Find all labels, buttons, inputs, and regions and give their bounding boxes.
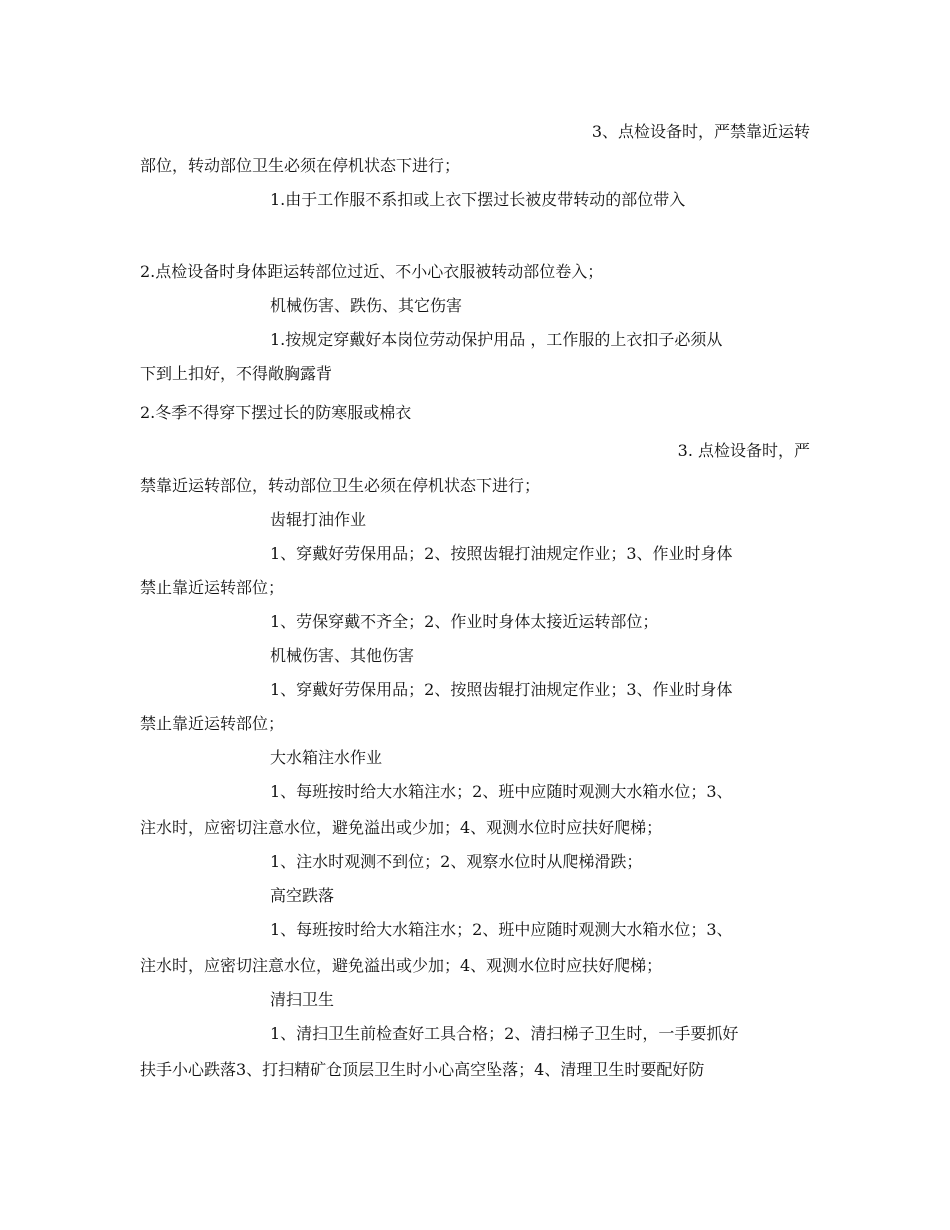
text-line: 1、注水时观测不到位；2、观察水位时从爬梯滑跌； <box>270 852 643 871</box>
text-line: 扶手小心跌落3、打扫精矿仓顶层卫生时小心高空坠落；4、清理卫生时要配好防 <box>140 1060 705 1079</box>
text-line: 下到上扣好，不得敞胸露背 <box>140 364 333 383</box>
section-heading: 大水箱注水作业 <box>270 748 383 767</box>
text-line: 机械伤害、其他伤害 <box>270 646 415 665</box>
text-line: 禁止靠近运转部位； <box>140 714 285 733</box>
text-line: 2.冬季不得穿下摆过长的防寒服或棉衣 <box>140 403 412 422</box>
text-line: 机械伤害、跌伤、其它伤害 <box>270 296 463 315</box>
text-line: 1、每班按时给大水箱注水；2、班中应随时观测大水箱水位；3、 <box>270 920 733 939</box>
text-line: 1.由于工作服不系扣或上衣下摆过长被皮带转动的部位带入 <box>270 190 686 209</box>
text-line: 注水时，应密切注意水位，避免溢出或少加；4、观测水位时应扶好爬梯； <box>140 818 663 837</box>
text-line: 禁止靠近运转部位； <box>140 578 285 597</box>
text-line: 1、每班按时给大水箱注水；2、班中应随时观测大水箱水位；3、 <box>270 782 733 801</box>
text-line: 1、劳保穿戴不齐全；2、作业时身体太接近运转部位； <box>270 612 659 631</box>
text-line: 1.按规定穿戴好本岗位劳动保护用品 ，工作服的上衣扣子必须从 <box>270 330 723 349</box>
text-line: 3、点检设备时，严禁靠近运转 <box>591 122 810 141</box>
text-line: 1、穿戴好劳保用品；2、按照齿辊打油规定作业；3、作业时身体 <box>270 680 733 699</box>
section-heading: 清扫卫生 <box>270 990 335 1009</box>
text-line: 高空跌落 <box>270 886 335 905</box>
text-line: 部位，转动部位卫生必须在停机状态下进行； <box>140 156 461 175</box>
text-line: 注水时，应密切注意水位，避免溢出或少加；4、观测水位时应扶好爬梯； <box>140 956 663 975</box>
text-line: 2.点检设备时身体距运转部位过近、不小心衣服被转动部位卷入； <box>140 262 604 281</box>
text-line: 1、清扫卫生前检查好工具合格；2、清扫梯子卫生时，一手要抓好 <box>270 1024 739 1043</box>
section-heading: 齿辊打油作业 <box>270 510 367 529</box>
text-line: 1、穿戴好劳保用品；2、按照齿辊打油规定作业；3、作业时身体 <box>270 544 733 563</box>
text-line: 3. 点检设备时，严 <box>677 441 810 460</box>
text-line: 禁靠近运转部位，转动部位卫生必须在停机状态下进行； <box>140 476 541 495</box>
